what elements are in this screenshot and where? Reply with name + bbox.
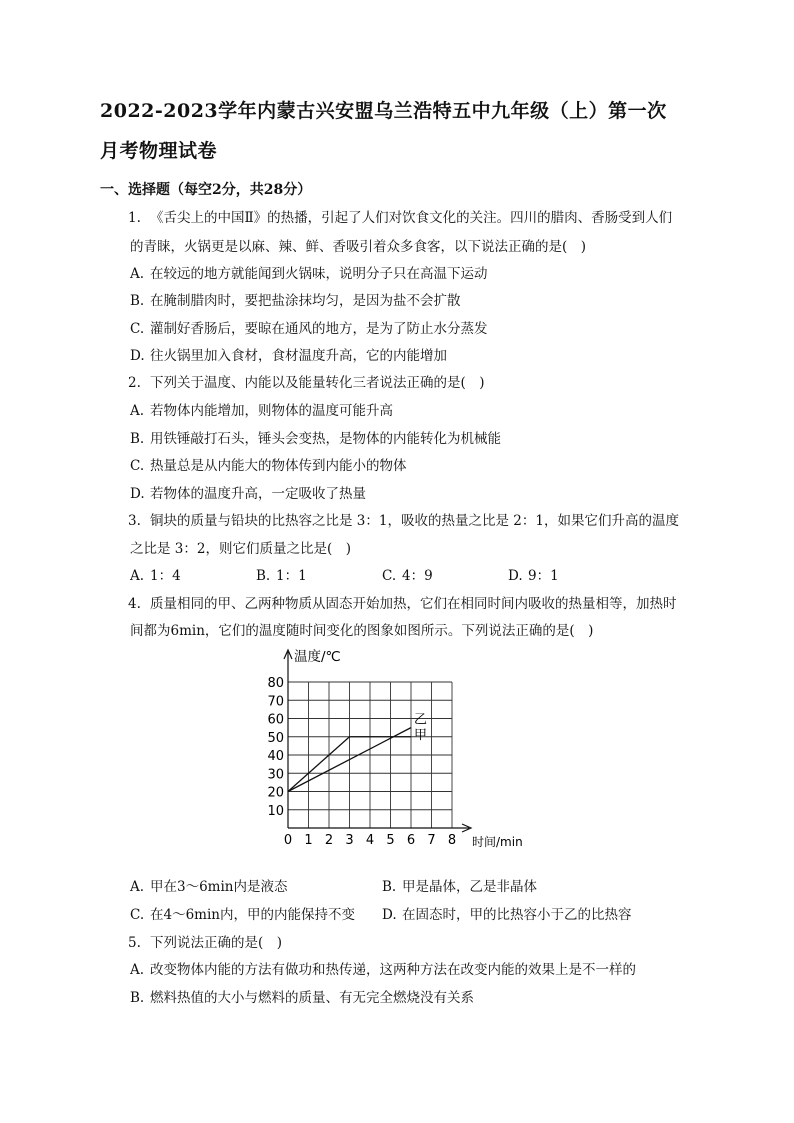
question-3-option-a[interactable]: A. 1：4 — [130, 568, 181, 584]
question-2-stem: 2. 下列关于温度、内能以及能量转化三者说法正确的是( ) — [128, 375, 485, 391]
question-number: 1. — [128, 210, 141, 226]
question-number: 4. — [128, 596, 141, 612]
question-4-stem-line-2: 间都为6min，它们的温度随时间变化的图象如图所示。下列说法正确的是( ) — [130, 623, 594, 639]
y-tick-label: 20 — [267, 785, 284, 801]
question-4-option-c[interactable]: C. 在4～6min内，甲的内能保持不变 — [130, 907, 355, 923]
y-tick-label: 70 — [267, 694, 284, 710]
question-2-option-a[interactable]: A. 若物体内能增加，则物体的温度可能升高 — [130, 403, 393, 419]
question-1-option-c[interactable]: C. 灌制好香肠后，要晾在通风的地方，是为了防止水分蒸发 — [130, 321, 488, 337]
section-heading: 一、选择题（每空2分，共28分） — [100, 182, 312, 198]
question-3-option-c[interactable]: C. 4：9 — [382, 568, 433, 584]
question-1-stem-line-1: 1. 《舌尖上的中国Ⅱ》的热播，引起了人们对饮食文化的关注。四川的腊肉、香肠受到人们 — [128, 210, 673, 226]
exam-title-line-1: 2022-2023学年内蒙古兴安盟乌兰浩特五中九年级（上）第一次 — [100, 100, 667, 122]
x-tick-label: 4 — [365, 833, 375, 848]
question-3-option-b[interactable]: B. 1：1 — [256, 568, 307, 584]
x-axis-label: 时间/min — [472, 835, 523, 849]
question-4-option-b[interactable]: B. 甲是晶体，乙是非晶体 — [382, 879, 537, 895]
question-5-option-b[interactable]: B. 燃料热值的大小与燃料的质量、有无完全燃烧没有关系 — [130, 990, 474, 1006]
question-1-option-b[interactable]: B. 在腌制腊肉时，要把盐涂抹均匀，是因为盐不会扩散 — [130, 293, 461, 309]
question-1-option-a[interactable]: A. 在较远的地方就能闻到火锅味，说明分子只在高温下运动 — [130, 266, 488, 282]
x-tick-label: 6 — [406, 833, 416, 848]
question-3-stem-line-2: 之比是 3：2，则它们质量之比是( ) — [130, 541, 352, 557]
series-label-yi: 乙 — [414, 712, 428, 728]
y-tick-label: 10 — [267, 803, 284, 819]
y-tick-label: 40 — [267, 749, 284, 764]
x-tick-label: 0 — [283, 833, 293, 848]
x-tick-label: 3 — [345, 833, 354, 848]
question-5-option-a[interactable]: A. 改变物体内能的方法有做功和热传递，这两种方法在改变内能的效果上是不一样的 — [130, 962, 636, 978]
x-tick-label: 2 — [324, 833, 334, 848]
temperature-time-graph — [255, 642, 545, 850]
question-4-stem-line-1: 4. 质量相同的甲、乙两种物质从固态开始加热，它们在相同时间内吸收的热量相等，加热时 — [128, 596, 677, 612]
question-1-option-d[interactable]: D. 往火锅里加入食材，食材温度升高，它的内能增加 — [130, 348, 447, 364]
y-tick-label: 80 — [267, 676, 284, 691]
question-3-option-d[interactable]: D. 9：1 — [508, 568, 559, 584]
series-label-jia: 甲 — [414, 727, 428, 743]
question-number: 3. — [128, 513, 141, 529]
question-5-stem: 5. 下列说法正确的是( ) — [128, 935, 283, 951]
question-2-option-c[interactable]: C. 热量总是从内能大的物体传到内能小的物体 — [130, 458, 407, 474]
question-number: 5. — [128, 935, 141, 951]
question-4-option-d[interactable]: D. 在固态时，甲的比热容小于乙的比热容 — [382, 907, 632, 923]
y-tick-label: 50 — [267, 730, 284, 746]
question-4-option-a[interactable]: A. 甲在3～6min内是液态 — [130, 879, 288, 895]
question-2-option-d[interactable]: D. 若物体的温度升高，一定吸收了热量 — [130, 486, 366, 502]
y-tick-label: 60 — [267, 712, 284, 728]
x-tick-label: 7 — [427, 833, 436, 848]
question-1-stem-line-2: 的青睐，火锅更是以麻、辣、鲜、香吸引着众多食客，以下说法正确的是( ) — [130, 239, 587, 255]
y-axis-label: 温度/℃ — [294, 649, 341, 665]
question-2-option-b[interactable]: B. 用铁锤敲打石头，锤头会变热，是物体的内能转化为机械能 — [130, 431, 501, 447]
graph-grid — [288, 682, 452, 828]
x-tick-label: 1 — [304, 833, 313, 848]
exam-title-line-2: 月考物理试卷 — [100, 140, 218, 162]
x-tick-label: 5 — [386, 833, 395, 848]
graph-labels — [267, 648, 522, 849]
graph-axes — [284, 650, 471, 832]
question-number: 2. — [128, 375, 141, 391]
x-tick-label: 8 — [447, 833, 457, 848]
question-3-stem-line-1: 3. 铜块的质量与铅块的比热容之比是 3：1，吸收的热量之比是 2：1，如果它们升高的温度 — [128, 513, 679, 529]
y-tick-label: 30 — [267, 767, 284, 783]
